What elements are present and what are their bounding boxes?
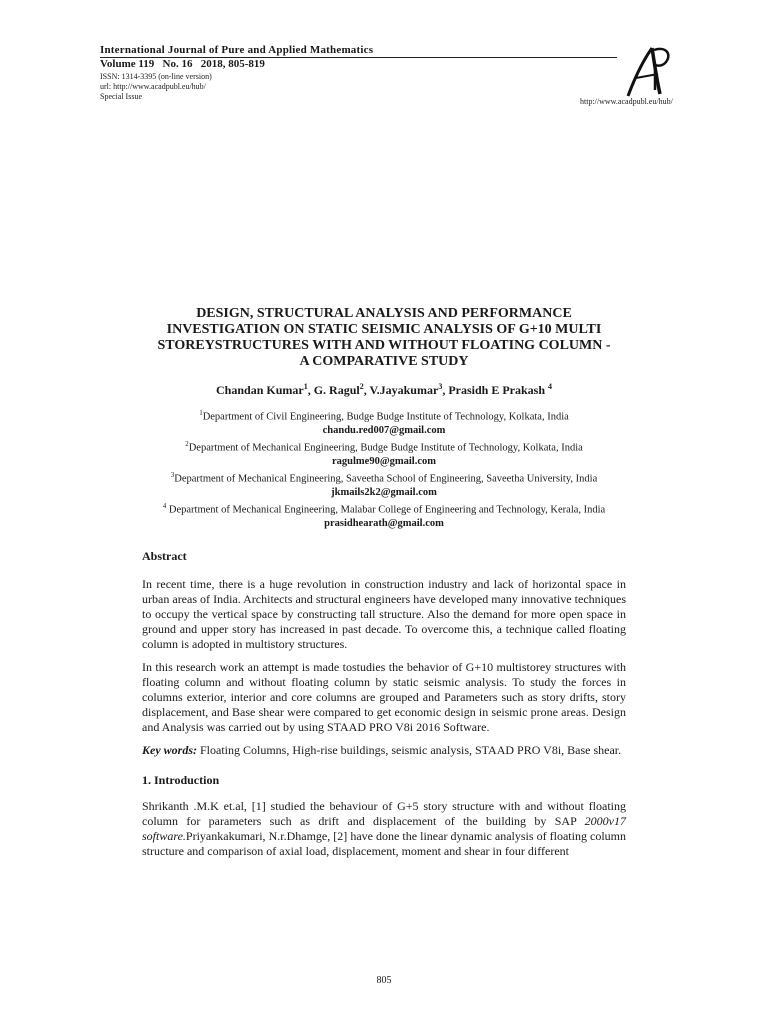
abstract-paragraph: In recent time, there is a huge revolution in construction industry and lack of horizontal space in urban areas of India. Architects and structural engineers have developed many innovative techniques to occupy the vertical space by constructing tall structure. Also the demand for more open space in ground and upper story has increased in past decade. To overcome this, a technique called floating column is adopted in multistory structures.	[142, 577, 626, 651]
affiliation: $^2$Department of Mechanical Engineering, Budge Budge Institute of Technology, Kolkata, India	[185, 440, 583, 454]
title-line: DESIGN, STRUCTURAL ANALYSIS AND PERFORMANCE	[196, 306, 572, 321]
authors-line: Chandan Kumar$^1$, G. Ragul$^2$, V.Jayakumar$^3$, Prasidh E Prakash $^4$	[216, 382, 552, 397]
author-name: Chandan Kumar	[216, 383, 304, 397]
keywords	[142, 743, 626, 758]
journal-name: International Journal of Pure and Applied Mathematics	[100, 44, 374, 56]
introduction-paragraph: Shrikanth .M.K et.al, [1] studied the behaviour of G+5 story structure with and without floating column for parameters such as drift and displacement of the building by SAP 2000v17 software.Priyankakumari, N.r.Dhamge, [2] have done the linear dynamic analysis of floating column structure and comparison of axial load, displacement, moment and shear in four different	[142, 799, 626, 858]
acadpubl-logo-icon	[622, 40, 674, 100]
url-right: http://www.acadpubl.eu/hub/	[580, 97, 673, 106]
volume-line: Volume 119 No. 16 2018, 805-819	[100, 58, 265, 70]
author-email: prasidhearath@gmail.com	[324, 518, 444, 529]
issue-line: Special Issue	[100, 92, 142, 101]
author-name: Prasidh E Prakash	[448, 383, 545, 397]
title-line: STOREYSTRUCTURES WITH AND WITHOUT FLOATING COLUMN -	[157, 338, 611, 353]
author-name: G. Ragul	[313, 383, 360, 397]
title-line: A COMPARATIVE STUDY	[299, 354, 469, 369]
paper-title	[120, 306, 648, 370]
author-email: ragulme90@gmail.com	[332, 456, 436, 467]
issn-line: ISSN: 1314-3395 (on-line version)	[100, 72, 212, 81]
url-line: url: http://www.acadpubl.eu/hub/	[100, 82, 206, 91]
author-email: jkmails2k2@gmail.com	[331, 487, 437, 498]
affiliation: $^1$Department of Civil Engineering, Budge Budge Institute of Technology, Kolkata, India	[199, 409, 569, 423]
affiliation: $^4$ Department of Mechanical Engineering, Malabar College of Engineering and Technology, Kerala, India	[162, 502, 606, 516]
title-line: INVESTIGATION ON STATIC SEISMIC ANALYSIS OF G+10 MULTI	[166, 322, 602, 337]
affiliation: $^3$Department of Mechanical Engineering, Saveetha School of Engineering, Saveetha University, India	[170, 471, 598, 485]
author-email: chandu.red007@gmail.com	[322, 425, 446, 436]
keywords-text: Floating Columns, High-rise buildings, seismic analysis, STAAD PRO V8i, Base shear.	[197, 743, 622, 757]
abstract-paragraph: In this research work an attempt is made tostudies the behavior of G+10 multistorey structures with floating column and without floating column by static seismic analysis. To study the forces in columns exterior, interior and core columns are grouped and Parameters such as story drifts, story displacement, and Base shear were compared to get economic design in seismic prone areas. Design and Analysis was carried out by using STAAD PRO V8i 2016 Software.	[142, 660, 626, 734]
introduction-heading: 1. Introduction	[142, 773, 220, 787]
author-name: V.Jayakumar	[369, 383, 439, 397]
page-number: 805	[376, 975, 392, 986]
keywords-label: Key words:	[142, 743, 197, 757]
abstract-heading: Abstract	[142, 549, 187, 563]
